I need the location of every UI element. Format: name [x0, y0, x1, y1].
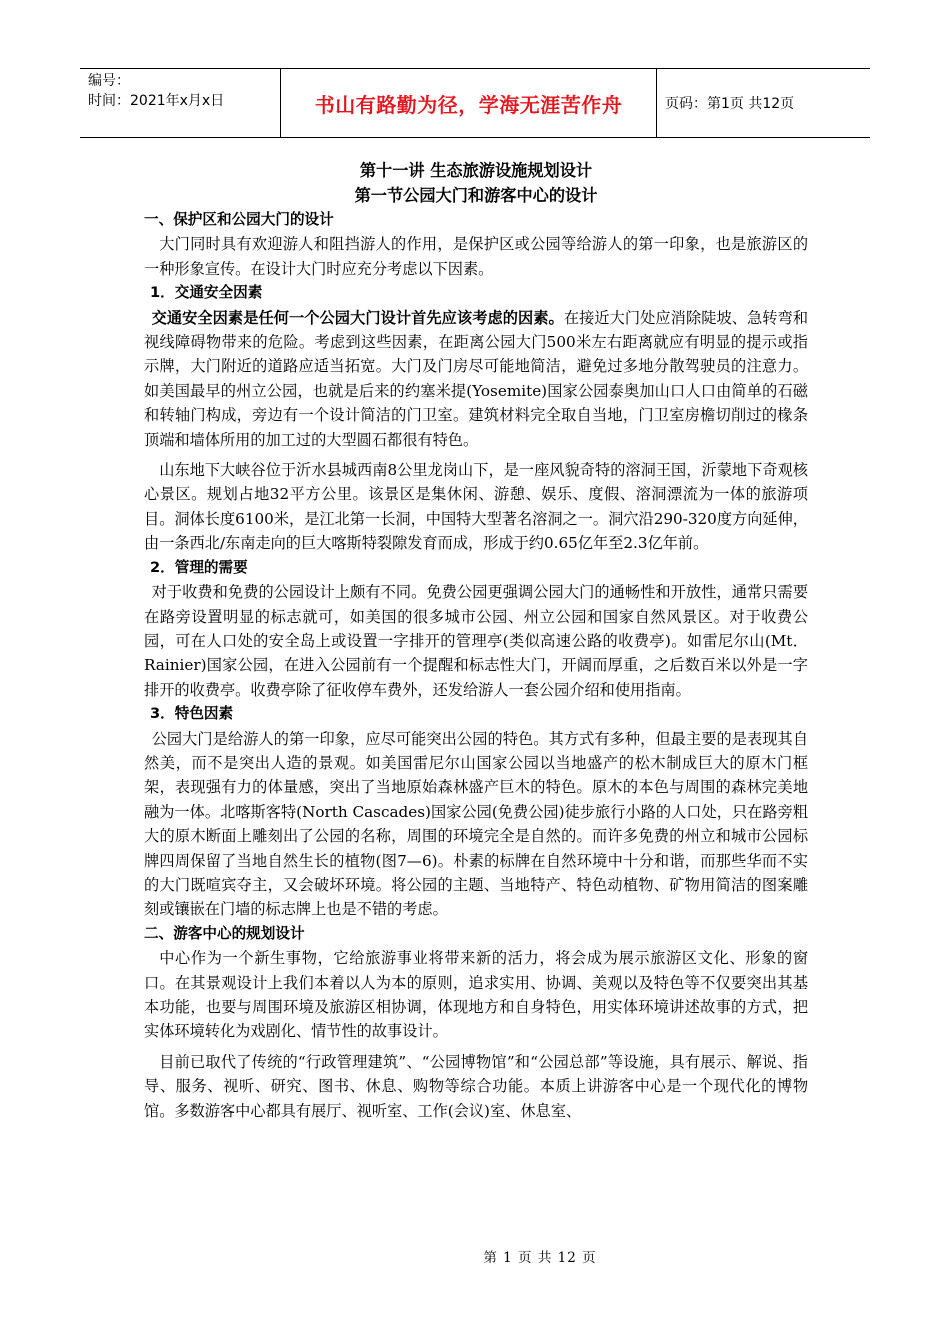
section2-paragraph-1: 中心作为一个新生事物，它给旅游事业将带来新的活力，将会成为展示旅游区文化、形象的窗口。在其景观设计上我们本着以人为本的原则，追求实用、协调、美观以及特色等不仅要突出其基本功能，也要与周围环境及旅游区相协调，体现地方和自身特色，用实体环境讲述故事的方式，把实体环境转化为戏剧化、情节性的故事设计。	[144, 949, 808, 1041]
section1-heading: 一、保护区和公园大门的设计	[144, 211, 334, 228]
section1-intro-paragraph: 大门同时具有欢迎游人和阻挡游人的作用，是保护区或公园等给游人的第一印象，也是旅游区的一种形象宣传。在设计大门时应充分考虑以下因素。	[144, 235, 808, 278]
subsection1-paragraph-2: 山东地下大峡谷位于沂水县城西南8公里龙岗山下，是一座风貌奇特的溶洞王国，沂蒙地下奇观核心景区。规划占地32平方公里。该景区是集休闲、游憩、娱乐、度假、溶洞漂流为一体的旅游项目。洞体长度6100米，是江北第一长洞，中国特大型著名溶洞之一。洞穴沿290-320度方向延伸，由一条西北/东南走向的巨大喀斯特裂隙发育而成，形成于约0.65亿年至2.3亿年前。	[144, 461, 808, 553]
header-meta-cell	[80, 69, 281, 137]
section2-heading: 二、游客中心的规划设计	[144, 924, 305, 942]
document-number-label: 编号：	[88, 73, 130, 89]
subsection2-paragraph: 对于收费和免费的公园设计上颇有不同。免费公园更强调公园大门的通畅性和开放性，通常只需要在路旁设置明显的标志就可，如美国的很多城市公园、州立公园和国家自然风景区。对于收费公园，可在人口处的安全岛上或设置一字排开的管理亭(类似高速公路的收费亭)。如雷尼尔山(Mt．Rainier)国家公园，在进入公园前有一个提醒和标志性大门，开阔而厚重，之后数百米以外是一字排开的收费亭。收费亭除了征收停车费外，还发给游人一套公园介绍和使用指南。	[144, 583, 808, 699]
document-body	[144, 158, 808, 1123]
section-title: 第一节公园大门和游客中心的设计	[354, 186, 598, 205]
document-date: 时间：2021年x月x日	[88, 93, 225, 109]
section2-paragraph-2: 目前已取代了传统的“行政管理建筑”、“公园博物馆”和“公园总部”等设施，具有展示、解说、指导、服务、视听、研究、图书、休息、购物等综合功能。本质上讲游客中心是一个现代化的博物馆。多数游客中心都具有展厅、视听室、工作(会议)室、休息室、	[144, 1052, 808, 1120]
header-page-info: 页码：第1页 共12页	[665, 96, 795, 112]
lecture-title: 第十一讲 生态旅游设施规划设计	[359, 161, 593, 180]
subsection3-paragraph: 公园大门是给游人的第一印象，应尽可能突出公园的特色。其方式有多种，但最主要的是表现其自然美，而不是突出人造的景观。如美国雷尼尔山国家公园以当地盛产的松木制成巨大的原木门框架，表现强有力的体量感，突出了当地原始森林盛产巨木的特色。原木的本色与周围的森林完美地融为一体。北喀斯客特(North Cascades)国家公园(免费公园)徒步旅行小路的人口处，只在路旁粗大的原木断面上雕刻出了公园的名称，周围的环境完全是自然的。而许多免费的州立和城市公园标牌四周保留了当地自然生长的植物(图7—6)。朴素的标牌在自然环境中十分和谐，而那些华而不实的大门既喧宾夺主，又会破坏环境。将公园的主题、当地特产、特色动植物、矿物用简洁的图案雕刻或镶嵌在门墙的标志牌上也是不错的考虑。	[144, 729, 808, 919]
subsection1-paragraph-1	[144, 306, 808, 452]
header-table	[80, 68, 870, 138]
header-motto-cell	[281, 69, 657, 137]
subsection2-heading: 2．管理的需要	[150, 558, 248, 576]
key-sentence: 交通安全因素是任何一个公园大门设计首先应该考虑的因素。	[151, 308, 564, 327]
paragraph-text: 在接近大门处应消除陡坡、急转弯和视线障碍物带来的危险。考虑到这些因素，在距离公园大门500米左右距离就应有明显的提示或指示牌，大门附近的道路应适当拓宽。大门及门房尽可能地简洁，避免过多地分散驾驶员的注意力。如美国最早的州立公园，也就是后来的约塞米提(Yosemite)国家公园泰奥加山口人口由简单的石磁和转轴门构成，旁边有一个设计简洁的门卫室。建筑材料完全取自当地，门卫室房檐切削过的椽条顶端和墙体所用的加工过的大型圆石都很有特色。	[144, 308, 809, 449]
header-motto: 书山有路勤为径，学海无涯苦作舟	[314, 92, 623, 117]
header-page-cell	[657, 69, 870, 137]
subsection1-heading: 1．交通安全因素	[150, 284, 263, 302]
page-footer	[0, 1246, 950, 1266]
subsection3-heading: 3．特色因素	[150, 705, 234, 723]
footer-page-number: 第 1 页 共 12 页	[483, 1250, 597, 1266]
